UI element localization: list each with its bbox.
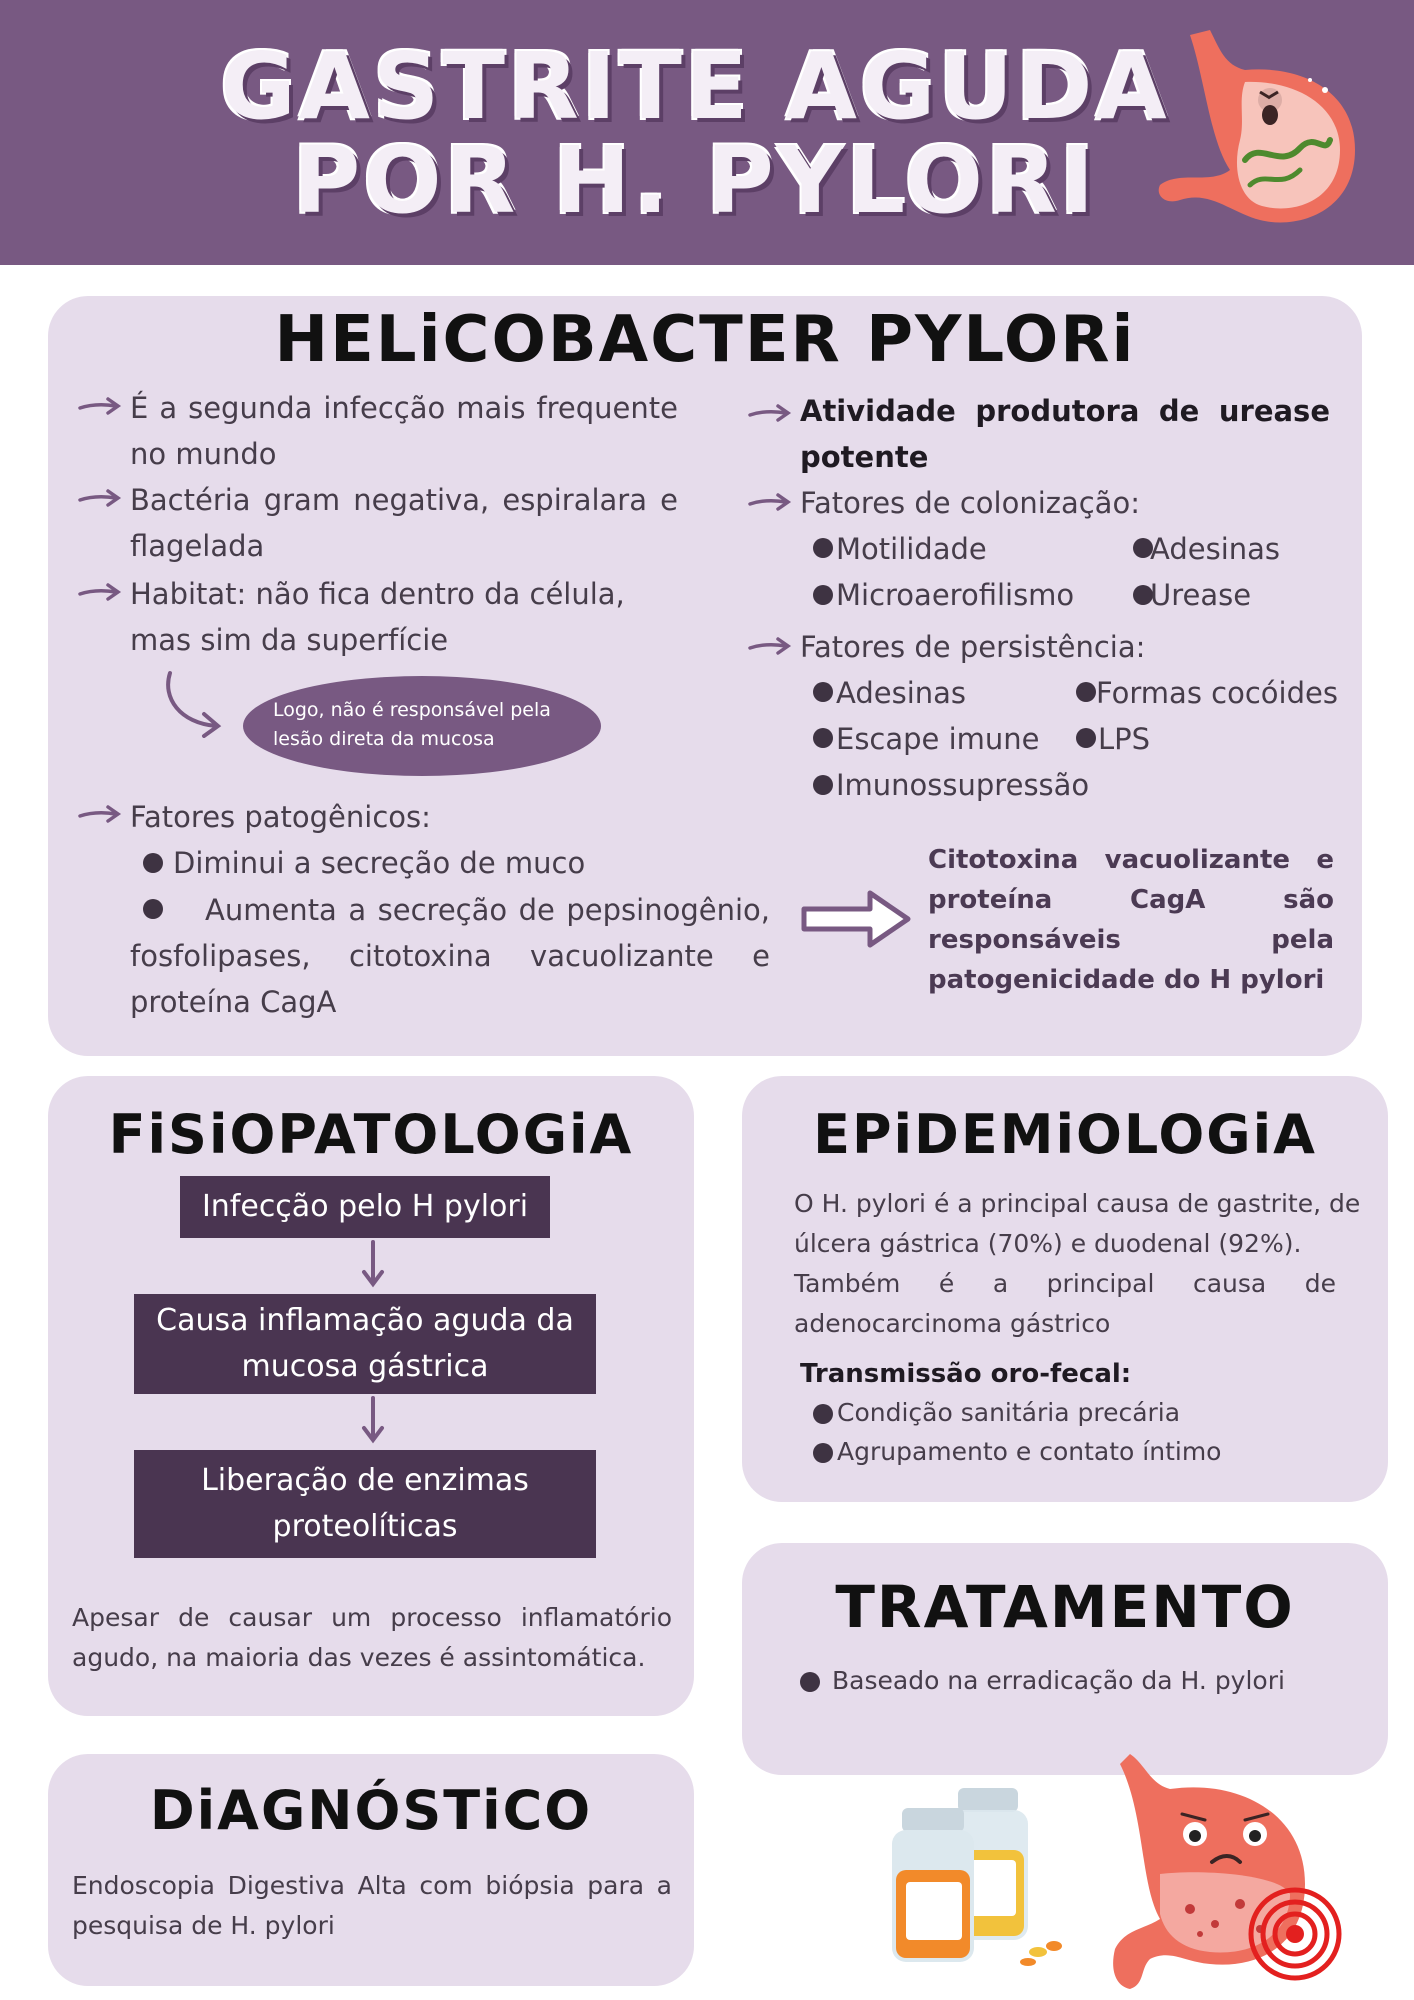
- colonization-item: Urease: [1150, 578, 1252, 612]
- physiopathology-note-line1: Apesar de causar um processo inflamatório: [72, 1603, 672, 1632]
- cytotoxin-note-line1: Citotoxina vacuolizante e: [928, 845, 1334, 875]
- flow-step-inflammation-line2: mucosa gástrica: [241, 1349, 489, 1384]
- medicine-bottles-illustration: [878, 1770, 1078, 1970]
- down-arrow-icon: [360, 1396, 386, 1444]
- arrow-icon: [748, 636, 792, 656]
- bullet-icon: [813, 775, 833, 795]
- bullet-icon: [813, 585, 833, 605]
- pathogenic-factor-mucus: Diminui a secreção de muco: [173, 846, 586, 880]
- header-banner: [0, 0, 1414, 265]
- helicobacter-title: HELiCOBACTER PYLORi: [274, 303, 1136, 377]
- main-title-line1: GASTRITE AGUDA: [220, 33, 1170, 140]
- persistence-item: Escape imune: [836, 722, 1040, 756]
- treatment-item: Baseado na erradicação da H. pylori: [832, 1666, 1285, 1695]
- arrow-icon: [78, 804, 122, 824]
- epidemiology-line2: úlcera gástrica (70%) e duodenal (92%).: [794, 1229, 1302, 1258]
- main-title-line2: POR H. PYLORI: [292, 127, 1098, 234]
- diagnosis-title: DiAGNÓSTiCO: [149, 1779, 593, 1842]
- epidemiology-title: EPiDEMiOLOGiA: [813, 1103, 1317, 1166]
- flow-step-inflammation-line1: Causa inflamação aguda da: [156, 1303, 574, 1338]
- treatment-title: TRATAMENTO: [835, 1573, 1295, 1641]
- cytotoxin-note-line2: proteína CagA são: [928, 885, 1334, 915]
- sick-stomach-illustration: [1150, 20, 1370, 235]
- persistence-item: Imunossupressão: [836, 768, 1090, 802]
- hp-fact-second-infection: É a segunda infecção mais frequente no mundo: [130, 391, 678, 471]
- persistence-item: LPS: [1098, 722, 1151, 756]
- bullet-icon: [813, 728, 833, 748]
- transmission-item: Agrupamento e contato íntimo: [837, 1437, 1222, 1466]
- diagnosis-line1: Endoscopia Digestiva Alta com biópsia para a: [72, 1871, 672, 1900]
- epidemiology-line4: adenocarcinoma gástrico: [794, 1309, 1111, 1338]
- epidemiology-line1: O H. pylori é a principal causa de gastrite, de: [794, 1189, 1361, 1218]
- colonization-factors-title: Fatores de colonização:: [800, 486, 1140, 520]
- transmission-title: Transmissão oro-fecal:: [800, 1359, 1132, 1389]
- persistence-item: Formas cocóides: [1096, 676, 1338, 710]
- persistence-factors-title: Fatores de persistência:: [800, 630, 1146, 664]
- habitat-note-line1: Logo, não é responsável pela: [273, 699, 551, 721]
- pathogenic-factor-line1: Aumenta a secreção de pepsinogênio,: [205, 893, 770, 927]
- bullet-icon: [1076, 728, 1096, 748]
- habitat-note-bubble: [243, 676, 601, 776]
- bullet-icon: [813, 538, 833, 558]
- pathogenic-factors-title: Fatores patogênicos:: [130, 800, 431, 834]
- bullet-icon: [800, 1672, 820, 1692]
- outline-arrow-icon: [800, 887, 912, 951]
- sad-stomach-illustration: [1090, 1744, 1350, 1994]
- bullet-icon: [143, 853, 163, 873]
- cytotoxin-note-line3: responsáveis pela: [928, 925, 1334, 955]
- flow-step-enzymes-line1: Liberação de enzimas: [201, 1463, 529, 1498]
- arrow-icon: [748, 492, 792, 512]
- bullet-icon: [813, 1404, 833, 1424]
- hp-fact-habitat: Habitat: não fica dentro da célula, mas sim da superfície: [130, 577, 625, 657]
- down-arrow-icon: [360, 1240, 386, 1288]
- urease-activity-line2: potente: [800, 440, 929, 474]
- cytotoxin-note-line4: patogenicidade do H pylori: [928, 965, 1325, 995]
- bullet-icon: [143, 899, 163, 919]
- arrow-icon: [748, 403, 792, 423]
- pathogenic-factor-line3: proteína CagA: [130, 985, 337, 1019]
- bullet-icon: [813, 682, 833, 702]
- bullet-icon: [1076, 682, 1096, 702]
- curved-arrow-icon: [160, 668, 226, 738]
- main-title: [170, 33, 1220, 234]
- arrow-icon: [78, 396, 122, 416]
- hp-fact-gram-negative: Bactéria gram negativa, espiralara e flagelada: [130, 483, 678, 563]
- physiopathology-title: FiSiOPATOLOGiA: [108, 1103, 634, 1166]
- epidemiology-line3: Também é a principal causa de: [794, 1269, 1336, 1298]
- flow-step-inflammation: [134, 1294, 596, 1394]
- flow-step-infection: Infecção pelo H pylori: [180, 1176, 550, 1238]
- flow-step-enzymes-line2: proteolíticas: [272, 1509, 458, 1544]
- arrow-icon: [78, 582, 122, 602]
- physiopathology-note-line2: agudo, na maioria das vezes é assintomática.: [72, 1643, 646, 1672]
- bullet-icon: [813, 1443, 833, 1463]
- persistence-item: Adesinas: [836, 676, 967, 710]
- urease-activity-line1: Atividade produtora de urease: [800, 394, 1330, 428]
- colonization-item: Adesinas: [1150, 532, 1281, 566]
- transmission-item: Condição sanitária precária: [837, 1398, 1181, 1427]
- arrow-icon: [78, 488, 122, 508]
- habitat-note-line2: lesão direta da mucosa: [273, 728, 495, 750]
- flow-step-enzymes: [134, 1450, 596, 1558]
- colonization-item: Microaerofilismo: [836, 578, 1075, 612]
- diagnosis-line2: pesquisa de H. pylori: [72, 1911, 335, 1940]
- pathogenic-factor-line2: fosfolipases, citotoxina vacuolizante e: [130, 939, 770, 973]
- colonization-item: Motilidade: [836, 532, 987, 566]
